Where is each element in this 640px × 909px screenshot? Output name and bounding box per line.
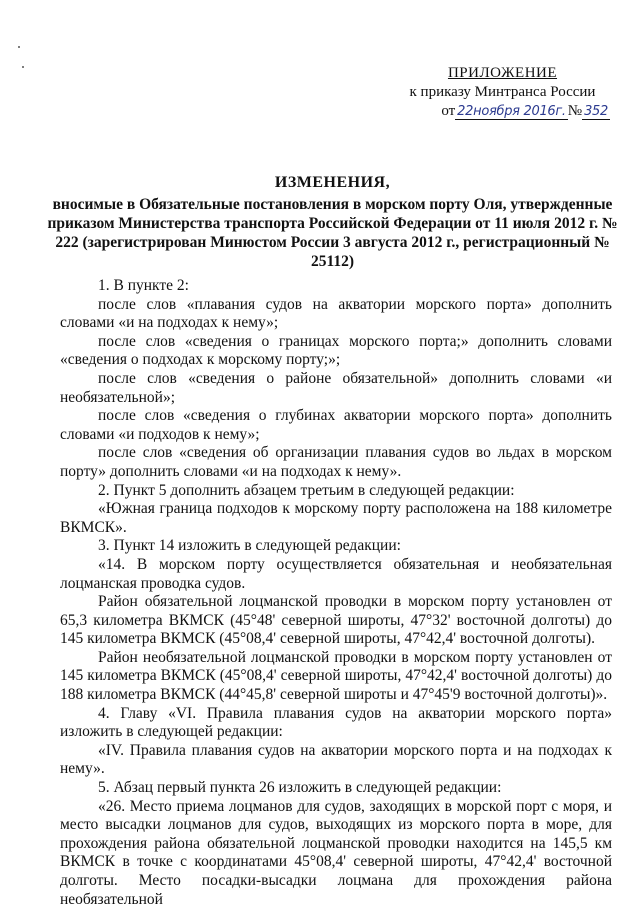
heading-subtitle: вносимые в Обязательные постановления в морском порту Оля, утвержденные приказом Министерства транспорта Российской Федерации от 11 июля 2012 г. № 222 (зарегистрирован Минюстом России 3 августа 2012 г., регистрационный № 25112)	[47, 196, 618, 270]
body-paragraph: 2. Пункт 5 дополнить абзацем третьим в следующей редакции:	[98, 481, 515, 499]
body-paragraph: Район обязательной лоцманской проводки в морском порту установлен от 65,3 километра ВКМСК (45°48' северной широты, 47°32' восточной долготы) до 145 километра ВКМСК (45°08,4' северной широты, 47°42,4' восточной долготы).	[60, 593, 612, 648]
body-paragraph: 4. Главу «VI. Правила плавания судов на акватории морского порта» изложить в следующей редакции:	[60, 704, 612, 741]
document-heading	[45, 173, 620, 271]
body-paragraph: «26. Место приема лоцманов для судов, заходящих в морской порт с моря, и место высадки лоцманов для судов, выходящих из морского порта в море, для прохождения района обязательной лоцманской проводки находится на 145,5 км ВКМСК в точке с координатами 45°08,4' северной широты, 47°42,4' восточной долготы. Место посадки-высадки лоцмана для прохождения района необязательной	[60, 797, 612, 908]
body-paragraph: «IV. Правила плавания судов на акватории морского порта и на подходах к нему».	[60, 741, 612, 778]
appendix-block	[395, 64, 610, 121]
body-paragraph: после слов «сведения об организации плавания судов во льдах в морском порту» дополнить словами «и на подходах к нему».	[60, 444, 612, 480]
appendix-subtitle: к приказу Минтранса России	[409, 84, 596, 100]
body-paragraph: «Южная граница подходов к морскому порту расположена на 188 километре ВКМСК».	[60, 500, 612, 536]
body-paragraph: 3. Пункт 14 изложить в следующей редакции:	[98, 537, 401, 555]
body-paragraph: после слов «сведения о глубинах акватории морского порта» дополнить словами «и подходов к нему»;	[60, 407, 612, 443]
body-paragraph: Район необязательной лоцманской проводки в морском порту установлен от 145 километра ВКМСК (45°08,4' северной широты, 47°42,4' восточной долготы) до 188 километра ВКМСК (44°45,8' северной широты и 47°45'9 восточной долготы)».	[60, 648, 612, 704]
scan-speck	[18, 46, 20, 48]
body-paragraph: 1. В пункте 2:	[98, 277, 189, 294]
scan-speck	[22, 66, 24, 68]
order-line	[395, 102, 610, 121]
order-date: 22ноября 2016г.	[457, 104, 566, 119]
body-paragraph: после слов «сведения о границах морского порта;» дополнить словами «сведения о подходах к морскому порту;»;	[60, 332, 612, 369]
body-paragraph: «14. В морском порту осуществляется обязательная и необязательная лоцманская проводка судов.	[60, 555, 612, 592]
body-paragraph: после слов «плавания судов на акватории морского порта» дополнить словами «и на подходах к нему»;	[60, 295, 612, 332]
order-number: 352	[584, 104, 608, 119]
order-prefix: от	[441, 103, 456, 119]
body-paragraph: 5. Абзац первый пункта 26 изложить в следующей редакции:	[98, 779, 502, 797]
heading-title: ИЗМЕНЕНИЯ,	[274, 174, 391, 191]
appendix-title: ПРИЛОЖЕНИЕ	[447, 65, 558, 81]
order-number-label: №	[567, 103, 583, 119]
body-paragraph: после слов «сведения о районе обязательной» дополнить словами «и необязательной»;	[60, 369, 612, 406]
document-body	[60, 277, 612, 909]
